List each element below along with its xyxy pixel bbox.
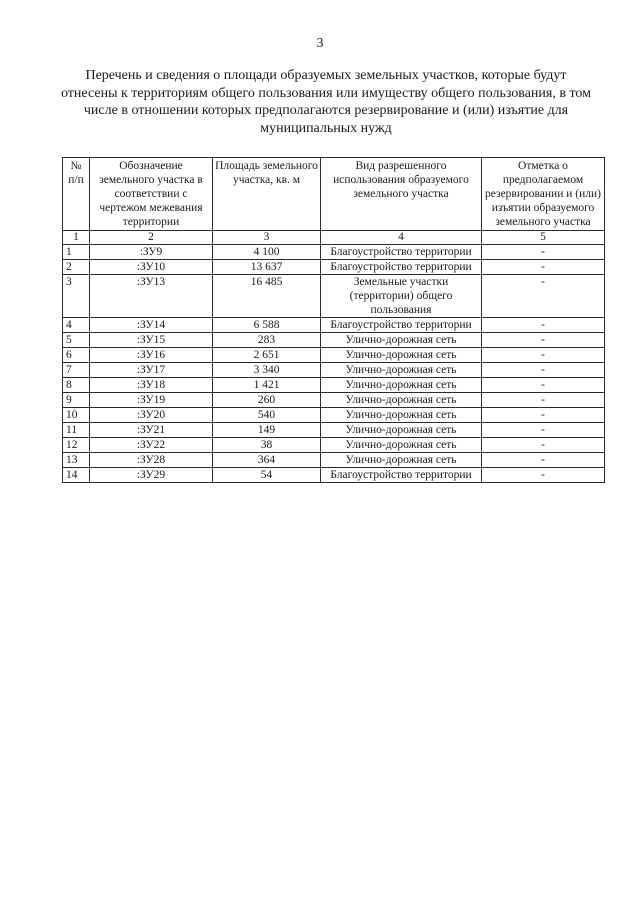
column-index-cell: 3 (213, 231, 321, 245)
plot-area-cell: 16 485 (213, 275, 321, 318)
row-number-cell: 9 (63, 393, 90, 408)
column-index-row (63, 231, 605, 245)
plot-designation-cell: :ЗУ9 (90, 245, 213, 260)
plot-designation-cell: :ЗУ16 (90, 348, 213, 363)
table-row (63, 333, 605, 348)
permitted-use-cell: Благоустройство территории (321, 245, 482, 260)
page-number: 3 (316, 36, 324, 51)
row-number-cell: 13 (63, 453, 90, 468)
row-number-cell: 8 (63, 378, 90, 393)
header-reservation-mark: Отметка о предполагаемом резервировании и (или) изъятии образуемого земельного участка (482, 158, 605, 231)
plot-area-cell: 6 588 (213, 318, 321, 333)
reservation-mark-cell: - (482, 318, 605, 333)
reservation-mark-cell: - (482, 423, 605, 438)
table-row (63, 363, 605, 378)
reservation-mark-cell: - (482, 275, 605, 318)
row-number-cell: 5 (63, 333, 90, 348)
plot-designation-cell: :ЗУ21 (90, 423, 213, 438)
plot-designation-cell: :ЗУ28 (90, 453, 213, 468)
reservation-mark-cell: - (482, 438, 605, 453)
reservation-mark-cell: - (482, 408, 605, 423)
plot-designation-cell: :ЗУ17 (90, 363, 213, 378)
plot-area-cell: 364 (213, 453, 321, 468)
table-row (63, 348, 605, 363)
table-body (63, 231, 605, 483)
table-row (63, 423, 605, 438)
plot-area-cell: 54 (213, 468, 321, 483)
permitted-use-cell: Улично-дорожная сеть (321, 348, 482, 363)
plot-area-cell: 149 (213, 423, 321, 438)
plot-area-cell: 4 100 (213, 245, 321, 260)
column-index-cell: 1 (63, 231, 90, 245)
plot-designation-cell: :ЗУ19 (90, 393, 213, 408)
reservation-mark-cell: - (482, 453, 605, 468)
table-header (63, 158, 605, 231)
permitted-use-cell: Земельные участки (территории) общего пользования (321, 275, 482, 318)
row-number-cell: 4 (63, 318, 90, 333)
permitted-use-cell: Благоустройство территории (321, 318, 482, 333)
table-row (63, 468, 605, 483)
plot-area-cell: 1 421 (213, 378, 321, 393)
plot-designation-cell: :ЗУ14 (90, 318, 213, 333)
table-row (63, 453, 605, 468)
plot-designation-cell: :ЗУ15 (90, 333, 213, 348)
reservation-mark-cell: - (482, 260, 605, 275)
permitted-use-cell: Улично-дорожная сеть (321, 393, 482, 408)
permitted-use-cell: Улично-дорожная сеть (321, 453, 482, 468)
column-index-cell: 4 (321, 231, 482, 245)
plot-designation-cell: :ЗУ22 (90, 438, 213, 453)
table-row (63, 318, 605, 333)
reservation-mark-cell: - (482, 363, 605, 378)
table-row (63, 408, 605, 423)
row-number-cell: 11 (63, 423, 90, 438)
table-row (63, 393, 605, 408)
row-number-cell: 10 (63, 408, 90, 423)
plot-designation-cell: :ЗУ10 (90, 260, 213, 275)
plot-area-cell: 3 340 (213, 363, 321, 378)
row-number-cell: 14 (63, 468, 90, 483)
header-permitted-use: Вид разрешенного использования образуемого земельного участка (321, 158, 482, 231)
reservation-mark-cell: - (482, 245, 605, 260)
permitted-use-cell: Улично-дорожная сеть (321, 363, 482, 378)
plot-area-cell: 540 (213, 408, 321, 423)
plot-area-cell: 2 651 (213, 348, 321, 363)
plot-area-cell: 260 (213, 393, 321, 408)
header-area: Площадь земельного участка, кв. м (213, 158, 321, 231)
permitted-use-cell: Благоустройство территории (321, 468, 482, 483)
row-number-cell: 6 (63, 348, 90, 363)
land-plots-table (62, 157, 605, 483)
plot-area-cell: 38 (213, 438, 321, 453)
table-row (63, 260, 605, 275)
permitted-use-cell: Улично-дорожная сеть (321, 408, 482, 423)
permitted-use-cell: Улично-дорожная сеть (321, 438, 482, 453)
reservation-mark-cell: - (482, 393, 605, 408)
plot-area-cell: 283 (213, 333, 321, 348)
table-row (63, 245, 605, 260)
row-number-cell: 2 (63, 260, 90, 275)
reservation-mark-cell: - (482, 378, 605, 393)
plot-designation-cell: :ЗУ20 (90, 408, 213, 423)
reservation-mark-cell: - (482, 333, 605, 348)
row-number-cell: 12 (63, 438, 90, 453)
plot-area-cell: 13 637 (213, 260, 321, 275)
table-row (63, 275, 605, 318)
row-number-cell: 3 (63, 275, 90, 318)
reservation-mark-cell: - (482, 468, 605, 483)
plot-designation-cell: :ЗУ29 (90, 468, 213, 483)
column-index-cell: 5 (482, 231, 605, 245)
permitted-use-cell: Улично-дорожная сеть (321, 423, 482, 438)
permitted-use-cell: Благоустройство территории (321, 260, 482, 275)
column-index-cell: 2 (90, 231, 213, 245)
document-heading: Перечень и сведения о площади образуемых земельных участков, которые будут отнесены к территориям общего пользования или имуществу общего пользования, в том числе в отношении которых предполагаются резервирование и (или) изъятие для муниципальных нужд (60, 68, 591, 136)
permitted-use-cell: Улично-дорожная сеть (321, 378, 482, 393)
table-row (63, 378, 605, 393)
row-number-cell: 1 (63, 245, 90, 260)
plot-designation-cell: :ЗУ13 (90, 275, 213, 318)
header-number: № п/п (63, 158, 90, 231)
plot-designation-cell: :ЗУ18 (90, 378, 213, 393)
table-row (63, 438, 605, 453)
header-row (63, 158, 605, 231)
reservation-mark-cell: - (482, 348, 605, 363)
row-number-cell: 7 (63, 363, 90, 378)
header-designation: Обозначение земельного участка в соответствии с чертежом межевания территории (90, 158, 213, 231)
permitted-use-cell: Улично-дорожная сеть (321, 333, 482, 348)
